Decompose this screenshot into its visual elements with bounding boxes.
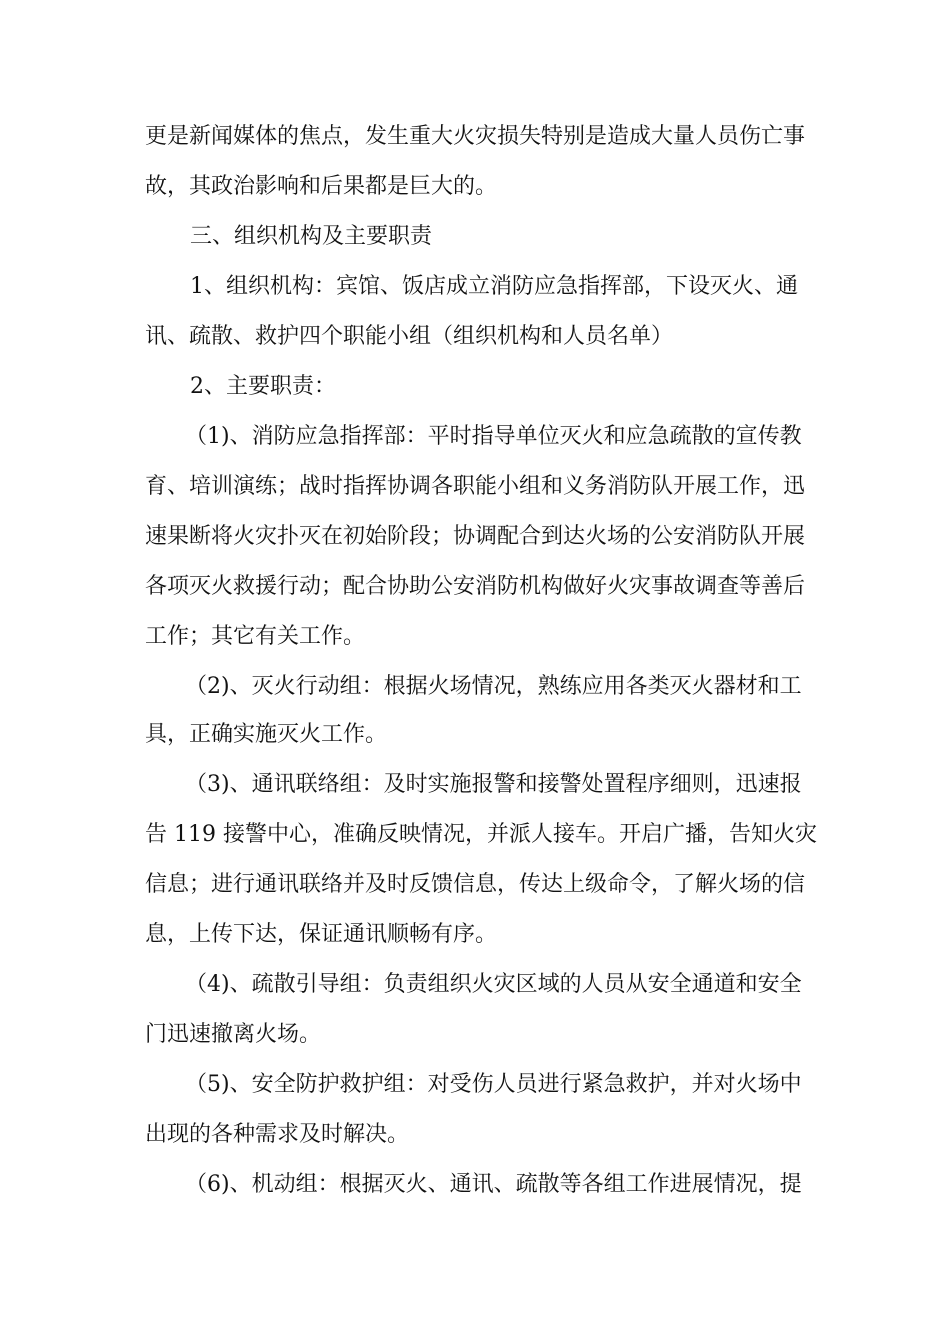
paragraph-line: （2)、灭火行动组：根据火场情况，熟练应用各类灭火器材和工 [185,674,802,699]
paragraph-line: 讯、疏散、救护四个职能小组（组织机构和人员名单） [145,324,674,349]
paragraph-line: 告 119 接警中心，准确反映情况，并派人接车。开启广播，告知火灾 [145,822,817,847]
paragraph-line: 具，正确实施灭火工作。 [145,722,388,747]
paragraph-line: （3)、通讯联络组：及时实施报警和接警处置程序细则，迅速报 [185,772,802,797]
paragraph-line: 速果断将火灾扑灭在初始阶段；协调配合到达火场的公安消防队开展 [145,524,806,549]
paragraph-line: 各项灭火救援行动；配合协助公安消防机构做好火灾事故调查等善后 [145,574,806,599]
paragraph-line: 1、组织机构：宾馆、饭店成立消防应急指挥部，下设灭火、通 [190,274,798,299]
paragraph-line: 工作；其它有关工作。 [145,624,366,649]
paragraph-line: （1)、消防应急指挥部：平时指导单位灭火和应急疏散的宣传教 [185,424,802,449]
paragraph-line: （6)、机动组：根据灭火、通讯、疏散等各组工作进展情况，提 [185,1172,802,1197]
paragraph-line: 故，其政治影响和后果都是巨大的。 [145,174,498,199]
paragraph-line: 息，上传下达，保证通讯顺畅有序。 [145,922,498,947]
paragraph-line: （5)、安全防护救护组：对受伤人员进行紧急救护，并对火场中 [185,1072,802,1097]
paragraph-line: 信息；进行通讯联络并及时反馈信息，传达上级命令，了解火场的信 [145,872,806,897]
paragraph-line: （4)、疏散引导组：负责组织火灾区域的人员从安全通道和安全 [185,972,802,997]
paragraph-line: 2、主要职责： [190,374,336,399]
paragraph-line: 门迅速撤离火场。 [145,1022,322,1047]
section-heading: 三、组织机构及主要职责 [190,224,433,249]
paragraph-line: 更是新闻媒体的焦点，发生重大火灾损失特别是造成大量人员伤亡事 [145,124,806,149]
paragraph-line: 出现的各种需求及时解决。 [145,1122,410,1147]
paragraph-line: 育、培训演练；战时指挥协调各职能小组和义务消防队开展工作，迅 [145,474,806,499]
